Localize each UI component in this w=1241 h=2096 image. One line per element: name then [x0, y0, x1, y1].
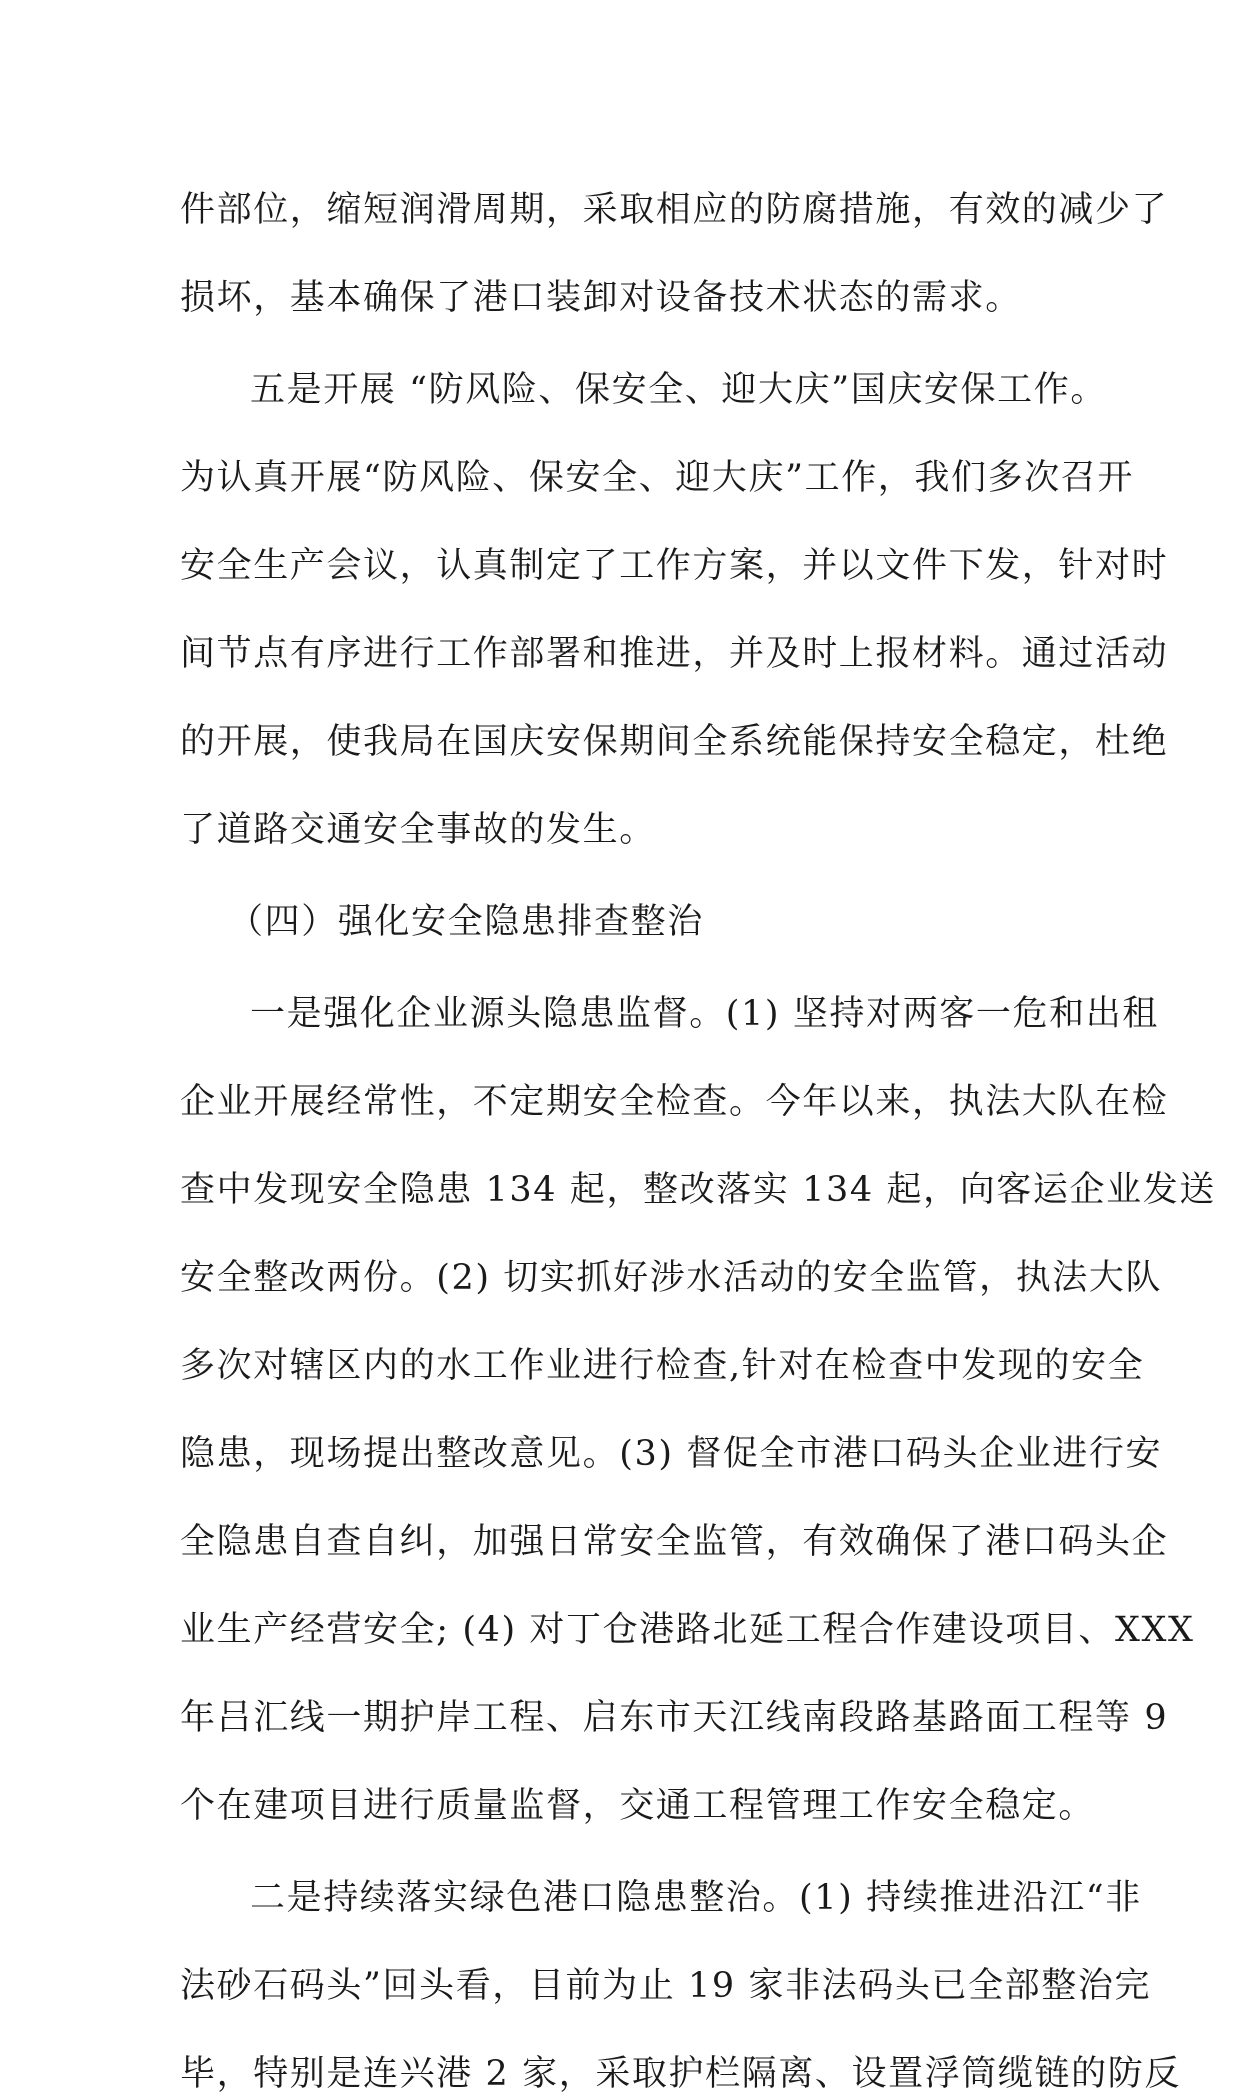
paragraph-1-first-line: 一是强化企业源头隐患监督。(1) 坚持对两客一危和出租	[250, 994, 1159, 1034]
document-body	[180, 188, 1216, 2096]
text-line: 为认真开展“防风险、保安全、迎大庆”工作，我们多次召开	[180, 458, 1134, 498]
section-item-5-heading: 五是开展 “防风险、保安全、迎大庆”国庆安保工作。	[250, 370, 1107, 410]
text-line: 多次对辖区内的水工作业进行检查,针对在检查中发现的安全	[180, 1346, 1145, 1386]
text-line: 间节点有序进行工作部署和推进，并及时上报材料。通过活动	[180, 634, 1169, 674]
text-line: 全隐患自查自纠，加强日常安全监管，有效确保了港口码头企	[180, 1522, 1169, 1562]
text-line: 法砂石码头”回头看，目前为止 19 家非法码头已全部整治完	[180, 1966, 1152, 2006]
paragraph-2-first-line: 二是持续落实绿色港口隐患整治。(1) 持续推进沿江“非	[250, 1878, 1142, 1918]
text-line: 隐患，现场提出整改意见。(3) 督促全市港口码头企业进行安	[180, 1434, 1163, 1474]
text-line: 查中发现安全隐患 134 起，整改落实 134 起，向客运企业发送	[180, 1170, 1216, 1210]
text-line: 损坏，基本确保了港口装卸对设备技术状态的需求。	[180, 278, 1022, 318]
text-line: 件部位，缩短润滑周期，采取相应的防腐措施，有效的减少了	[180, 190, 1169, 230]
text-line: 的开展，使我局在国庆安保期间全系统能保持安全稳定，杜绝	[180, 722, 1169, 762]
section-heading-4: （四）强化安全隐患排查整治	[228, 902, 704, 942]
text-line: 安全整改两份。(2) 切实抓好涉水活动的安全监管，执法大队	[180, 1258, 1163, 1298]
text-line: 安全生产会议，认真制定了工作方案，并以文件下发，针对时	[180, 546, 1169, 586]
text-line: 业生产经营安全; (4) 对丁仓港路北延工程合作建设项目、XXX	[180, 1610, 1195, 1650]
text-line: 年吕汇线一期护岸工程、启东市天江线南段路基路面工程等 9	[180, 1698, 1169, 1738]
text-line: 企业开展经常性，不定期安全检查。今年以来，执法大队在检	[180, 1082, 1169, 1122]
text-line: 了道路交通安全事故的发生。	[180, 810, 656, 850]
text-line: 个在建项目进行质量监督，交通工程管理工作安全稳定。	[180, 1786, 1096, 1826]
text-line: 毕，特别是连兴港 2 家，采取护栏隔离、设置浮筒缆链的防反	[180, 2054, 1181, 2094]
